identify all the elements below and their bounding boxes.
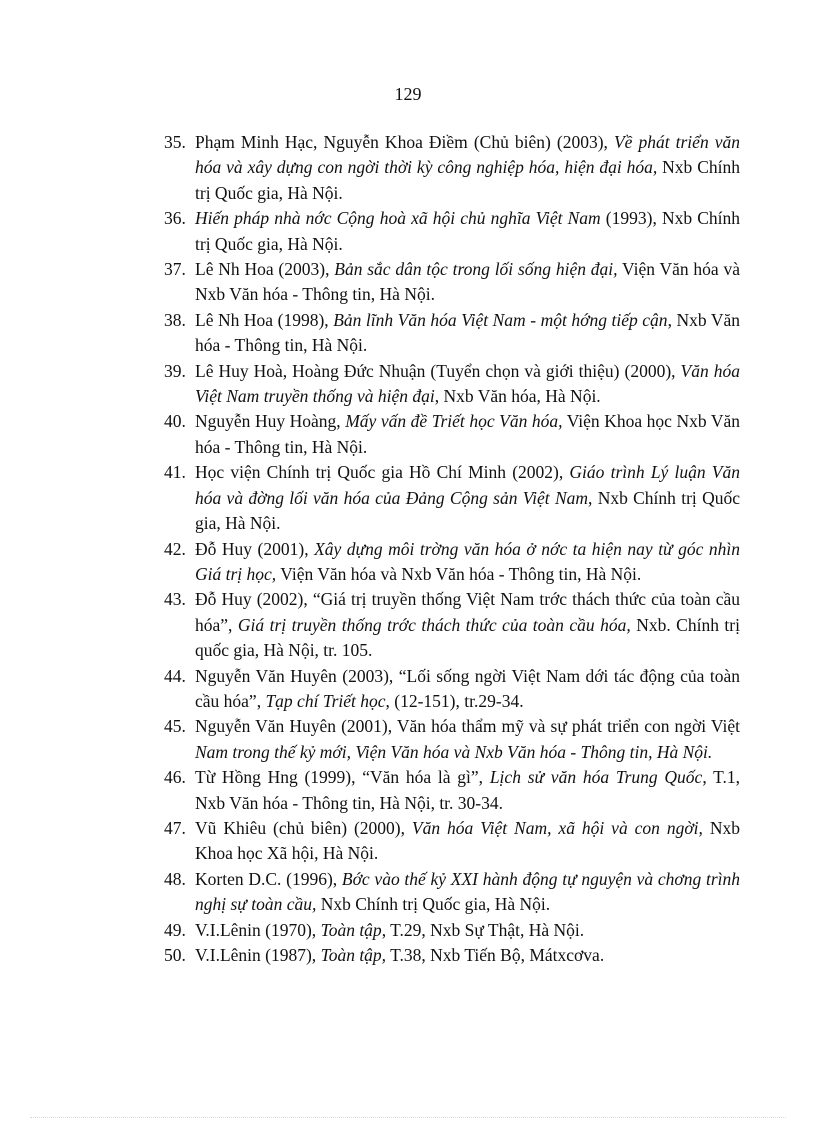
reference-number: 40. [164, 411, 186, 432]
reference-text: V.I.Lênin (1970), [195, 919, 321, 940]
reference-text: Vũ Khiêu (chủ biên) (2000), [195, 817, 412, 838]
reference-list [135, 130, 740, 968]
reference-text: Nxb. Chính trị quốc gia, Hà Nội, tr. 105. [195, 614, 740, 661]
reference-number: 39. [164, 360, 186, 381]
reference-number: 48. [164, 868, 186, 889]
reference-title: Văn hóa Việt Nam truyền thống và hiện đại [195, 360, 740, 407]
reference-title: Tạp chí Triết học [265, 690, 386, 711]
reference-text: Nxb Chính trị Quốc gia, Hà Nội. [316, 894, 551, 915]
reference-number: 49. [164, 919, 186, 940]
reference-text: Đỗ Huy (2001), [195, 538, 315, 559]
reference-title: Văn hóa Việt Nam, xã hội và con ngời, [411, 817, 703, 838]
reference-number: 38. [164, 309, 186, 330]
reference-number: 41. [164, 462, 186, 483]
reference-item [135, 714, 740, 765]
reference-number: 44. [164, 665, 186, 686]
reference-item [135, 537, 740, 588]
reference-text: (1993), Nxb Chính trị Quốc gia, Hà Nội. [195, 208, 741, 254]
reference-text: Viện Văn hóa và Nxb Văn hóa - Thông tin, Hà Nội. [276, 563, 642, 584]
reference-title: Toàn tập [320, 919, 382, 940]
reference-text: Korten D.C. (1996), [195, 868, 342, 889]
reference-item [135, 943, 740, 968]
reference-text: , Nxb Văn hóa, Hà Nội. [434, 386, 601, 407]
reference-text: Phạm Minh Hạc, Nguyễn Khoa Điềm (Chủ biên) (2003), [195, 132, 614, 152]
page-number: 129 [394, 84, 422, 104]
reference-text: Học viện Chính trị Quốc gia Hồ Chí Minh (2002), [195, 462, 570, 483]
reference-number: 50. [164, 945, 186, 965]
reference-text: Nguyễn Huy Hoàng, [195, 411, 346, 432]
reference-title: Xây dựng môi trờng văn hóa ở nớc ta hiện nay từ góc nhìn Giá trị học, [195, 538, 740, 584]
reference-title: Hiến pháp nhà nớc Cộng hoà xã hội chủ nghĩa Việt Nam [195, 208, 601, 229]
reference-number: 35. [164, 132, 186, 152]
reference-item [135, 257, 740, 308]
reference-title: Giáo trình Lý luận Văn hóa và đờng lối văn hóa của Đảng Cộng sản Việt Nam [195, 462, 740, 508]
reference-text: Nguyễn Văn Huyên (2003), “Lối sống ngời Việt Nam dới tác động của toàn cầu hóa”, [195, 665, 740, 711]
reference-number: 37. [164, 259, 186, 280]
reference-text: , T.1, Nxb Văn hóa - Thông tin, Hà Nội, tr. 30-34. [195, 767, 741, 813]
reference-text: , Nxb Chính trị Quốc gia, Hà Nội. [195, 487, 740, 534]
reference-item [135, 409, 740, 460]
page-bottom-rule [30, 1117, 786, 1118]
reference-text: Từ Hồng Hng (1999), “Văn hóa là gì”, [195, 767, 490, 788]
reference-title: Bớc vào thế kỷ XXI hành động tự nguyện và chơng trình nghị sự toàn cầu, [195, 868, 740, 915]
reference-text: V.I.Lênin (1987), [195, 945, 321, 965]
reference-text: Lê Huy Hoà, Hoàng Đức Nhuận (Tuyển chọn và giới thiệu) (2000), [195, 360, 681, 381]
reference-title: Giá trị truyền thống trớc thách thức của toàn cầu hóa, [237, 614, 631, 635]
reference-item [135, 765, 740, 816]
reference-title: Về phát triển văn hóa và xây dựng con ngời thời kỳ công nghiệp hóa, hiện đại hóa, [195, 132, 741, 178]
reference-item [135, 867, 740, 918]
reference-text: , (12-151), tr.29-34. [385, 690, 524, 711]
reference-title: Bản sắc dân tộc trong lối sống hiện đại, [334, 259, 618, 280]
reference-text: Viện Văn hóa và Nxb Văn hóa - Thông tin, Hà Nội. [195, 259, 741, 305]
reference-text: , T.29, Nxb Sự Thật, Hà Nội. [381, 919, 585, 940]
reference-number: 45. [164, 716, 186, 737]
reference-item [135, 460, 740, 536]
reference-item [135, 664, 740, 715]
reference-text: T.38, Nxb Tiến Bộ, Mátxcơva. [386, 945, 605, 965]
reference-text: Viện Khoa học Nxb Văn hóa - Thông tin, Hà Nội. [195, 411, 740, 457]
reference-text: , Nxb Văn hóa - Thông tin, Hà Nội. [195, 309, 740, 356]
reference-title: Mấy vấn đề Triết học Văn hóa, [345, 411, 563, 432]
reference-number: 36. [164, 208, 186, 229]
reference-item [135, 359, 740, 410]
reference-text: Nxb Chính trị Quốc gia, Hà Nội. [195, 157, 740, 203]
reference-title: Lịch sử văn hóa Trung Quốc [489, 767, 703, 788]
reference-title: Nam trong thế kỷ mới, Viện Văn hóa và Nxb Văn hóa - Thông tin, Hà Nội. [195, 741, 713, 762]
reference-number: 46. [164, 767, 186, 788]
reference-item [135, 308, 740, 359]
reference-item [135, 206, 740, 257]
reference-item [135, 816, 740, 867]
reference-item [135, 918, 740, 943]
reference-text: Lê Nh Hoa (2003), [195, 259, 335, 280]
reference-item [135, 587, 740, 663]
reference-text: Đỗ Huy (2002), “Giá trị truyền thống Việt Nam trớc thách thức của toàn cầu hóa”, [195, 589, 740, 635]
reference-number: 42. [164, 538, 186, 559]
reference-item [135, 130, 740, 206]
reference-number: 43. [164, 589, 186, 610]
reference-text: Nxb Khoa học Xã hội, Hà Nội. [195, 817, 740, 864]
reference-number: 47. [164, 817, 186, 838]
reference-text: Lê Nh Hoa (1998), [195, 309, 334, 330]
reference-title: Bản lĩnh Văn hóa Việt Nam - một hớng tiếp cận [333, 309, 668, 330]
reference-title: Toàn tập, [320, 945, 387, 965]
reference-text: Nguyễn Văn Huyên (2001), Văn hóa thẩm mỹ và sự phát triển con ngời Việt [195, 716, 740, 737]
